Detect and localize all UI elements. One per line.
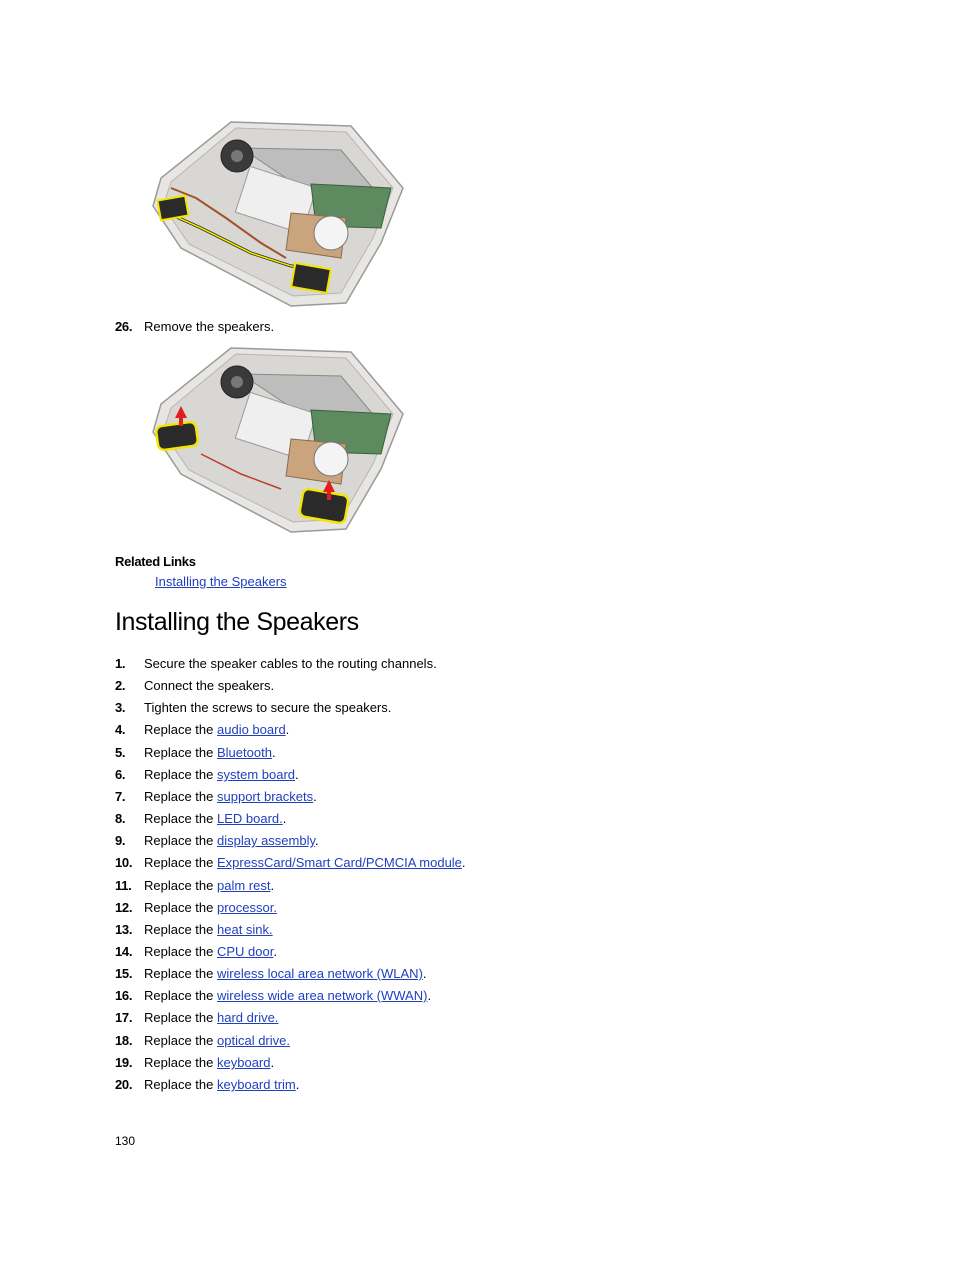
- install-step: [115, 767, 299, 783]
- step-suffix: .: [271, 745, 276, 760]
- step-suffix: .: [313, 789, 317, 804]
- step-link[interactable]: wireless local area network (WLAN): [217, 966, 423, 981]
- step-number: 11.: [115, 878, 132, 893]
- step-link[interactable]: processor.: [217, 900, 277, 915]
- page-number: 130: [115, 1134, 136, 1148]
- installing-speakers-link[interactable]: Installing the Speakers: [155, 574, 287, 589]
- step-number: 7.: [115, 789, 126, 804]
- step-suffix: .: [270, 878, 275, 893]
- step-link[interactable]: ExpressCard/Smart Card/PCMCIA module: [217, 855, 462, 870]
- step-link[interactable]: CPU door: [217, 944, 274, 959]
- step-link[interactable]: hard drive.: [217, 1010, 279, 1025]
- removal-step-26: [115, 319, 274, 335]
- step-text: Replace the: [144, 900, 217, 915]
- install-step: [115, 1055, 274, 1071]
- step-link[interactable]: support brackets: [217, 789, 314, 804]
- step-link[interactable]: heat sink.: [217, 922, 273, 937]
- step-number: 12.: [115, 900, 133, 915]
- step-link[interactable]: LED board.: [217, 811, 283, 826]
- install-step: [115, 878, 274, 894]
- related-links-heading: Related Links: [115, 554, 196, 569]
- step-text: Replace the: [144, 878, 217, 893]
- step-link[interactable]: keyboard trim: [217, 1077, 296, 1092]
- step-suffix: .: [295, 1077, 300, 1092]
- step-number: 9.: [115, 833, 126, 848]
- step-text: Replace the: [144, 855, 217, 870]
- step-number: 6.: [115, 767, 126, 782]
- speaker-removal-figure: [141, 344, 409, 536]
- install-step: [115, 944, 277, 960]
- install-step: [115, 922, 273, 938]
- step-number: 13.: [115, 922, 133, 937]
- step-suffix: .: [273, 944, 277, 959]
- step-suffix: .: [461, 855, 466, 870]
- step-text: Replace the: [144, 944, 217, 959]
- install-step: [115, 1033, 290, 1049]
- install-step: [115, 966, 427, 982]
- section-title: Installing the Speakers: [115, 608, 359, 636]
- install-step: [115, 855, 466, 871]
- install-step: [115, 745, 276, 761]
- laptop-base-illustration: [141, 344, 409, 536]
- speaker-cable-routing-figure: [141, 118, 409, 310]
- step-number: 19.: [115, 1055, 133, 1070]
- install-step: [115, 811, 286, 827]
- step-text: Replace the: [144, 745, 217, 760]
- step-suffix: .: [295, 767, 299, 782]
- step-number: 4.: [115, 722, 126, 737]
- step-text: Replace the: [144, 1033, 217, 1048]
- step-number: 5.: [115, 745, 126, 760]
- install-step: [115, 656, 437, 672]
- step-link[interactable]: palm rest: [217, 878, 271, 893]
- install-step: [115, 900, 277, 916]
- install-step: [115, 789, 317, 805]
- step-text: Replace the: [144, 922, 217, 937]
- step-text: Replace the: [144, 767, 217, 782]
- step-number: 26.: [115, 319, 133, 334]
- install-step: [115, 678, 274, 694]
- step-text: Replace the: [144, 966, 217, 981]
- laptop-base-illustration: [141, 118, 409, 310]
- step-suffix: .: [282, 811, 287, 826]
- step-text: Remove the speakers.: [144, 319, 275, 334]
- step-suffix: .: [315, 833, 319, 848]
- step-text: Replace the: [144, 1010, 217, 1025]
- step-number: 15.: [115, 966, 133, 981]
- step-number: 16.: [115, 988, 133, 1003]
- step-suffix: .: [285, 722, 290, 737]
- install-step: [115, 1010, 278, 1026]
- step-link[interactable]: optical drive.: [217, 1033, 290, 1048]
- step-number: 20.: [115, 1077, 133, 1092]
- step-link[interactable]: system board: [217, 767, 296, 782]
- step-text: Replace the: [144, 789, 217, 804]
- step-number: 1.: [115, 656, 126, 671]
- step-text: Replace the: [144, 833, 217, 848]
- step-number: 2.: [115, 678, 126, 693]
- step-text: Secure the speaker cables to the routing channels.: [144, 656, 437, 671]
- step-text: Replace the: [144, 1077, 217, 1092]
- step-suffix: .: [422, 966, 427, 981]
- step-text: Tighten the screws to secure the speakers.: [144, 700, 392, 715]
- install-step: [115, 988, 431, 1004]
- step-number: 14.: [115, 944, 133, 959]
- step-text: Replace the: [144, 811, 217, 826]
- step-suffix: .: [270, 1055, 275, 1070]
- install-step: [115, 722, 289, 738]
- step-suffix: .: [427, 988, 432, 1003]
- install-step: [115, 833, 319, 849]
- step-text: Connect the speakers.: [144, 678, 275, 693]
- step-link[interactable]: audio board: [217, 722, 286, 737]
- step-number: 3.: [115, 700, 126, 715]
- step-number: 18.: [115, 1033, 133, 1048]
- step-link[interactable]: Bluetooth: [217, 745, 272, 760]
- step-text: Replace the: [144, 1055, 217, 1070]
- step-link[interactable]: wireless wide area network (WWAN): [217, 988, 428, 1003]
- related-link-container: [155, 574, 287, 589]
- step-number: 8.: [115, 811, 126, 826]
- step-number: 17.: [115, 1010, 133, 1025]
- step-text: Replace the: [144, 722, 217, 737]
- step-number: 10.: [115, 855, 133, 870]
- step-link[interactable]: keyboard: [217, 1055, 271, 1070]
- step-text: Replace the: [144, 988, 217, 1003]
- install-step: [115, 1077, 299, 1093]
- step-link[interactable]: display assembly: [217, 833, 316, 848]
- install-step: [115, 700, 391, 716]
